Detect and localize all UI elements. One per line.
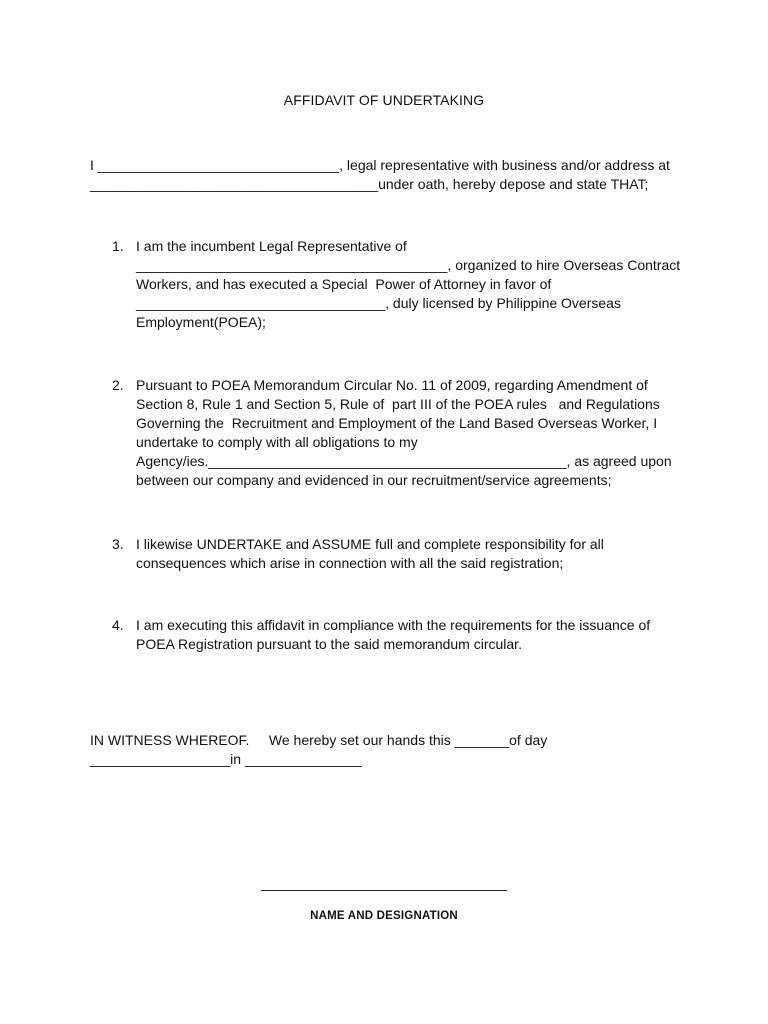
signature-caption: NAME AND DESIGNATION xyxy=(310,910,458,922)
item-number: 2. xyxy=(112,377,124,393)
witness-line: __________________in _______________ xyxy=(90,751,362,767)
document-title: AFFIDAVIT OF UNDERTAKING xyxy=(283,92,485,108)
item-line: I am the incumbent Legal Representative of xyxy=(136,238,407,254)
item-line: Employment(POEA); xyxy=(136,314,266,330)
witness-paragraph xyxy=(90,731,547,769)
intro-line: _____________________________________under oath, hereby depose and state THAT; xyxy=(90,176,649,192)
item-number: 4. xyxy=(112,617,124,633)
item-text xyxy=(136,376,672,490)
intro-line: I _______________________________, legal representative with business and/or address at xyxy=(90,157,670,173)
item-line: Workers, and has executed a Special Power of Attorney in favor of xyxy=(136,276,552,292)
item-line: I likewise UNDERTAKE and ASSUME full and complete responsibility for all xyxy=(136,536,604,552)
item-text xyxy=(136,237,680,332)
item-line: POEA Registration pursuant to the said memorandum circular. xyxy=(136,636,522,652)
item-text xyxy=(136,535,604,573)
item-line: between our company and evidenced in our recruitment/service agreements; xyxy=(136,472,612,488)
item-line: Pursuant to POEA Memorandum Circular No. 11 of 2009, regarding Amendment of xyxy=(136,377,648,393)
item-line: I am executing this affidavit in compliance with the requirements for the issuance of xyxy=(136,617,651,633)
intro-paragraph xyxy=(90,156,670,194)
item-line: ________________________________________, organized to hire Overseas Contract xyxy=(136,257,681,273)
item-line: undertake to comply with all obligations to my xyxy=(136,434,418,450)
item-line: Section 8, Rule 1 and Section 5, Rule of part III of the POEA rules and Regulations xyxy=(136,396,660,412)
item-line: Agency/ies.______________________________________________, as agreed upon xyxy=(136,453,672,469)
item-number: 1. xyxy=(112,238,124,254)
item-line: ________________________________, duly licensed by Philippine Overseas xyxy=(136,295,621,311)
signature-line xyxy=(261,890,507,891)
witness-line: IN WITNESS WHEREOF. We hereby set our hands this _______of day xyxy=(90,732,548,748)
item-text xyxy=(136,616,650,654)
item-line: Governing the Recruitment and Employment of the Land Based Overseas Worker, I xyxy=(136,415,658,431)
item-number: 3. xyxy=(112,536,124,552)
item-line: consequences which arise in connection with all the said registration; xyxy=(136,555,564,571)
